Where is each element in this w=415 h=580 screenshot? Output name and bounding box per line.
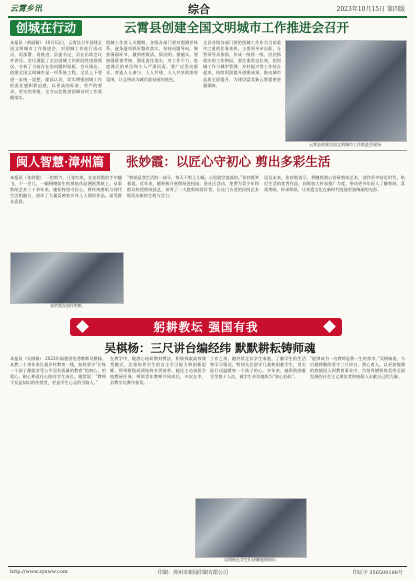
article1-photo-caption: 云霄县创建全国文明城市工作推进会现场 bbox=[309, 142, 381, 147]
footer bbox=[8, 568, 407, 578]
article3-column-4: “能够成为一名教师是我一生的荣幸。”吴棋杨说，今后她将继续坚守三尺讲台，潜心育人，以更加饱满的热情投入到教育事业中，为培养德智体美劳全面发展的社会主义建设者和接班人贡献自己的力量。 bbox=[310, 356, 405, 380]
paper-name: 云霄乡讯 bbox=[10, 3, 42, 13]
article3-column-1: 本报讯（吴棋杨） 2023年福建省优秀教师吴棋杨，从教二十余年来扎根乡村教育一线，始终坚守“让每一个孩子都能享受公平而有质量的教育”的初心，用爱心、耐心和责任心陪伴学生成长。她常说：“教师不仅是知识的传授者，更是学生心灵的引路人。” bbox=[10, 356, 106, 386]
article3-photo bbox=[195, 498, 307, 558]
article2-column-2: “剪纸是我生活的一部分，每天不剪上几幅，心里就空落落的。”张妙霞笑着说。近年来，她积极开展剪纸进校园、进社区活动，免费为青少年和群众传授剪纸技艺，培养了一大批剪纸爱好者，让这门古老的民间艺术焕发出新的生机与活力。 bbox=[127, 175, 259, 199]
article3-column-3: 工作之余，她经常走访学生家庭，了解学生的生活和学习情况，特别关注留守儿童和困难学生，用实际行动温暖每一个孩子的心。多年来，她资助困难学生数十人次，被学生亲切地称为“知心妈妈”。 bbox=[210, 356, 306, 380]
article1-column-3: 全县各级各部门要把创城工作作为当前重中之重的任务来抓，主要领导亲自抓、分管领导具体抓，形成一级抓一级、层层抓落实的工作格局。要注重常态长效，把创城工作与城市管理、乡村振兴等工作结合起来，持续巩固提升创建成果，推动城市品质全面提升，为建设富美新云霄提供坚强保障。 bbox=[203, 40, 281, 88]
issue-date: 2023年10月15日 第四版 bbox=[336, 6, 405, 13]
article3-headline: 吴棋杨：三尺讲台编经纬 默默耕耘铸师魂 bbox=[104, 341, 316, 355]
footer-issn: 印证字 356500188号 bbox=[352, 570, 403, 576]
article2-headline: 张妙霞：以匠心守初心 剪出多彩生活 bbox=[126, 154, 331, 169]
article2-column-3: 谈及未来，张妙霞表示，将继续潜心钻研剪纸艺术，创作更多贴近时代、贴近生活的优秀作品，同时加大传承推广力度，带动更多年轻人了解剪纸、喜爱剪纸、传承剪纸，让非遗文化在新时代绽放更加绚丽的光彩。 bbox=[264, 175, 405, 193]
article1-column-1: 本报讯（黄丽颖） 10月12日，云霄县召开创建全国文明城市工作推进会，对创城工作进行再动员、再部署、再推进，县委书记、县长出席会议并讲话。会议通报了全县创城工作阶段性进展情况，分析了当前存在的问题和短板。会议指出，创建全国文明城市是一项系统工程，全县上下要进一步统一思想，提高认识，切实增强创城工作的责任感和紧迫感，以更高的标准、更严的要求、更实的举措，全力以赴推进创城各项工作落细落实。 bbox=[10, 40, 102, 100]
masthead bbox=[8, 3, 407, 15]
footer-rule bbox=[8, 566, 407, 567]
article1-tag: 创城在行动 bbox=[10, 20, 82, 36]
article1-photo bbox=[285, 40, 407, 142]
article3-column-2: 在教学中，她潜心钻研教材教法，积极探索高效课堂模式，注重培养学生的自主学习能力和创新思维，所带班级成绩始终名列前茅。她还主动承担学校教研任务，带领青年教师共同成长，多次在市、县教学比赛中获奖。 bbox=[110, 356, 206, 386]
article1-column-2: 创城工作进入关键期，各级各部门要对照测评体系，逐条逐项抓好整改落实，坚持问题导向，聚焦薄弱环节，做到底数清、情况明、措施实。要加强督查考核，强化责任落实，对工作不力、进度滞后的单位和个人严肃问责。要广泛发动群众，营造人人参与、人人共建、人人共享的浓厚氛围，让文明成为城市最亮丽的底色。 bbox=[106, 40, 198, 82]
article1-banner bbox=[8, 19, 407, 37]
top-rule bbox=[8, 16, 407, 18]
article1-headline: 云霄县创建全国文明城市工作推进会召开 bbox=[124, 20, 350, 35]
article2-photo bbox=[10, 252, 124, 304]
footer-website[interactable]: http://www.zyxww.com bbox=[10, 569, 68, 575]
article3-banner bbox=[70, 318, 342, 336]
article2-photo-caption: 张妙霞在创作剪纸 bbox=[50, 303, 82, 308]
article2-column-1: 本报讯（张妙霞） 一把剪刀、几张红纸，在张妙霞的手中翻飞，不一会儿，一幅栩栩如生的剪纸作品便跃然纸上。从事剪纸艺术三十余年来，她始终坚守匠心，将传统剪纸与现代生活相融合，创作了大量反映家乡风土人情的作品，深受群众喜爱。 bbox=[10, 175, 122, 205]
footer-printer: 印刷：漳州市新闻印刷有限公司 bbox=[158, 570, 229, 576]
article3-banner-text: 躬耕教坛 强国有我 bbox=[153, 320, 259, 334]
article2-tag: 闽人智慧·漳州篇 bbox=[10, 153, 110, 171]
article3-photo-caption: 吴棋杨在学生们讲解地理知识 bbox=[224, 557, 276, 562]
section-title: 综合 bbox=[188, 3, 210, 16]
separator bbox=[8, 150, 407, 151]
